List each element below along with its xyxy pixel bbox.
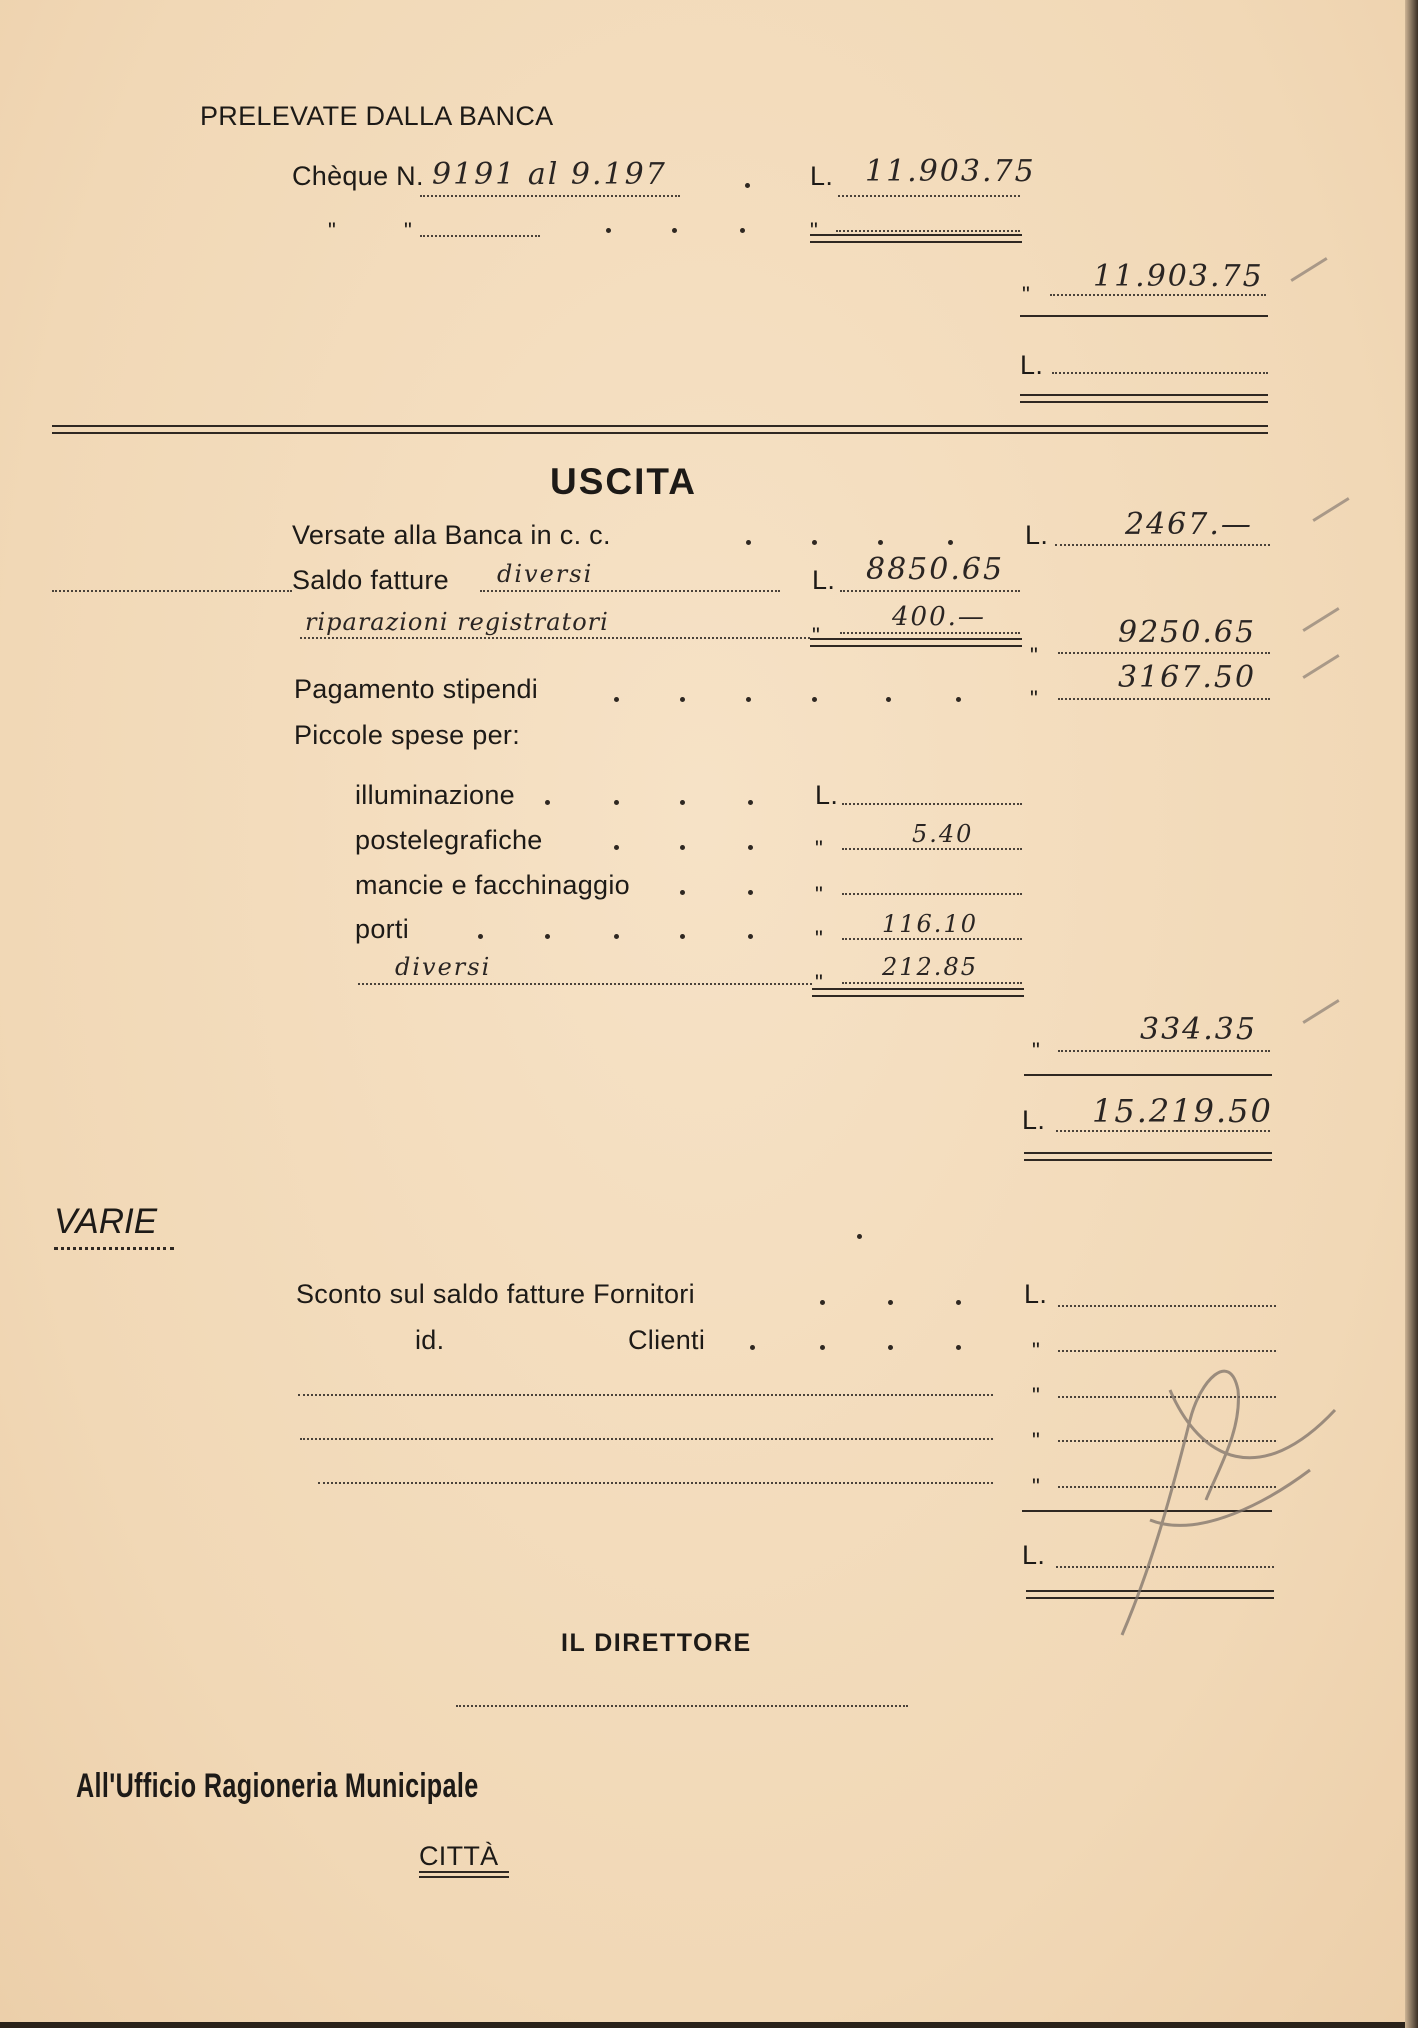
leader-dot <box>614 934 619 939</box>
double-rule <box>810 638 1022 647</box>
cheque-L-label: L. <box>810 161 834 191</box>
check-mark <box>1290 257 1327 282</box>
saldo-total-dotted <box>1058 652 1270 654</box>
subtotal-rule <box>1020 315 1268 317</box>
saldo-desc: diversi <box>497 560 594 588</box>
item-illuminazione-mark: L. <box>815 780 839 810</box>
double-rule <box>812 988 1024 997</box>
cheque-label: Chèque N. <box>292 161 424 191</box>
versate-label: Versate alla Banca in c. c. <box>292 520 611 550</box>
riparazioni-value: 400.— <box>892 602 986 632</box>
item-postelegrafiche-label: postelegrafiche <box>355 825 543 855</box>
ditto-mark: " <box>810 218 819 243</box>
saldo-value-dotted <box>840 590 1020 592</box>
double-rule <box>1024 1152 1272 1161</box>
leader-dot <box>750 1345 755 1350</box>
leader-dot <box>614 845 619 850</box>
total-dotted <box>1052 372 1268 374</box>
leader-dot <box>680 845 685 850</box>
leader-dot <box>680 800 685 805</box>
ditto-mark: " <box>1032 1038 1041 1063</box>
piccole-total: 334.35 <box>1140 1012 1257 1047</box>
riparazioni-value-dotted <box>840 632 1020 634</box>
subtotal-dotted <box>1050 294 1266 296</box>
grand-total-L: L. <box>1022 1105 1046 1135</box>
ditto-mark: " <box>404 218 413 243</box>
item-mancie-mark: " <box>815 882 824 907</box>
direttore-label: IL DIRETTORE <box>561 1629 752 1657</box>
prelevate-title: PRELEVATE DALLA BANCA <box>200 101 554 131</box>
versate-value: 2467.— <box>1125 507 1253 542</box>
citta-label: CITTÀ <box>419 1841 499 1871</box>
leader-dot <box>812 540 817 545</box>
varie-title: VARIE <box>54 1202 158 1241</box>
leader-dot <box>748 890 753 895</box>
clienti-label: Clienti <box>628 1325 706 1355</box>
grand-total: 15.219.50 <box>1092 1092 1273 1130</box>
cheque2-dotted-line <box>420 235 540 237</box>
page-edge <box>1405 0 1418 2028</box>
ditto-mark: " <box>1032 1428 1041 1453</box>
leader-dot <box>886 697 891 702</box>
piccole-label: Piccole spese per: <box>294 720 521 750</box>
blank-line <box>300 1438 993 1440</box>
sconto-L: L. <box>1024 1279 1048 1309</box>
item-diversi-label: diversi <box>395 953 492 981</box>
leader-dot <box>878 540 883 545</box>
leader-dot <box>748 934 753 939</box>
item-porti-mark: " <box>815 926 824 951</box>
leader-dot <box>680 890 685 895</box>
ditto-mark: " <box>1032 1383 1041 1408</box>
uscita-title: USCITA <box>550 461 697 502</box>
cheque-value: 9191 al 9.197 <box>432 157 667 192</box>
check-mark <box>1302 607 1339 632</box>
versate-dotted <box>1055 544 1270 546</box>
check-mark <box>1302 999 1339 1024</box>
varie-total-L: L. <box>1022 1540 1046 1570</box>
leader-dot <box>745 183 750 188</box>
ditto-mark: " <box>328 218 337 243</box>
check-mark <box>1302 654 1339 679</box>
cheque-dotted-line <box>420 195 680 197</box>
leader-dot <box>680 697 685 702</box>
riparazioni-desc: riparazioni registratori <box>305 608 609 636</box>
saldo-desc-dotted <box>480 590 780 592</box>
leader-dot <box>545 934 550 939</box>
id-label: id. <box>415 1325 445 1355</box>
ditto-mark: " <box>812 623 821 648</box>
leader-dot <box>614 697 619 702</box>
varie-underline <box>54 1247 174 1250</box>
leader-dot <box>956 697 961 702</box>
leader-dot <box>606 228 611 233</box>
ditto-mark: " <box>1030 686 1039 711</box>
item-diversi-dotted <box>358 983 812 985</box>
ufficio-address: All'Ufficio Ragioneria Municipale <box>76 1767 479 1805</box>
grand-total-dotted <box>1056 1130 1270 1132</box>
leader-dot <box>740 228 745 233</box>
prelevate-total-L: L. <box>1020 350 1044 380</box>
leader-dot <box>948 540 953 545</box>
stipendi-dotted <box>1058 698 1270 700</box>
ditto-mark: " <box>1032 1474 1041 1499</box>
leader-dot <box>820 1300 825 1305</box>
stray-dot <box>857 1234 862 1239</box>
ditto-mark: " <box>1022 282 1031 307</box>
saldo-total: 9250.65 <box>1118 615 1257 650</box>
blank-line <box>298 1394 993 1396</box>
leader-dot <box>672 228 677 233</box>
blank-line <box>318 1482 993 1484</box>
leader-dot <box>956 1300 961 1305</box>
item-diversi-mark: " <box>815 970 824 995</box>
stipendi-value: 3167.50 <box>1118 660 1257 695</box>
cheque2-amount-dotted <box>836 230 1020 232</box>
leader-dot <box>614 800 619 805</box>
piccole-total-dotted <box>1058 1050 1270 1052</box>
item-dotted <box>842 982 1022 984</box>
item-postelegrafiche-value: 5.40 <box>912 820 974 848</box>
item-dotted <box>842 848 1022 850</box>
subtotal-rule <box>1024 1074 1272 1076</box>
item-porti-value: 116.10 <box>882 910 978 938</box>
double-rule <box>810 234 1022 243</box>
section-separator <box>52 425 1268 434</box>
cancellation-scribble <box>1110 1350 1340 1640</box>
cheque-amount: 11.903.75 <box>865 154 1036 189</box>
sconto-label: Sconto sul saldo fatture Fornitori <box>296 1279 695 1309</box>
leader-dot <box>746 540 751 545</box>
cheque-amount-dotted <box>838 195 1020 197</box>
item-mancie-label: mancie e facchinaggio <box>355 870 630 900</box>
ditto-mark: " <box>1032 1338 1041 1363</box>
versate-L: L. <box>1025 520 1049 550</box>
item-illuminazione-label: illuminazione <box>355 780 515 810</box>
leader-dot <box>748 800 753 805</box>
leader-dot <box>746 697 751 702</box>
leader-dot <box>545 800 550 805</box>
item-postelegrafiche-mark: " <box>815 836 824 861</box>
double-rule <box>1020 394 1268 403</box>
leader-dot <box>680 934 685 939</box>
margin-dotted <box>52 590 292 592</box>
stipendi-label: Pagamento stipendi <box>294 674 539 704</box>
leader-dot <box>820 1345 825 1350</box>
leader-dot <box>812 697 817 702</box>
prelevate-subtotal: 11.903.75 <box>1093 259 1264 294</box>
item-porti-label: porti <box>355 914 410 944</box>
item-dotted <box>842 893 1022 895</box>
leader-dot <box>478 934 483 939</box>
item-dotted <box>842 803 1022 805</box>
saldo-L: L. <box>812 565 836 595</box>
leader-dot <box>956 1345 961 1350</box>
leader-dot <box>888 1300 893 1305</box>
leader-dot <box>748 845 753 850</box>
item-diversi-value: 212.85 <box>882 953 978 981</box>
riparazioni-dotted <box>300 637 810 639</box>
leader-dot <box>888 1345 893 1350</box>
item-dotted <box>842 938 1022 940</box>
sconto-dotted <box>1058 1305 1276 1307</box>
ditto-mark: " <box>1030 643 1039 668</box>
citta-underline <box>419 1871 509 1878</box>
saldo-value: 8850.65 <box>866 552 1005 587</box>
saldo-label: Saldo fatture <box>292 565 450 595</box>
signature-line <box>456 1705 908 1707</box>
check-mark <box>1312 497 1349 522</box>
